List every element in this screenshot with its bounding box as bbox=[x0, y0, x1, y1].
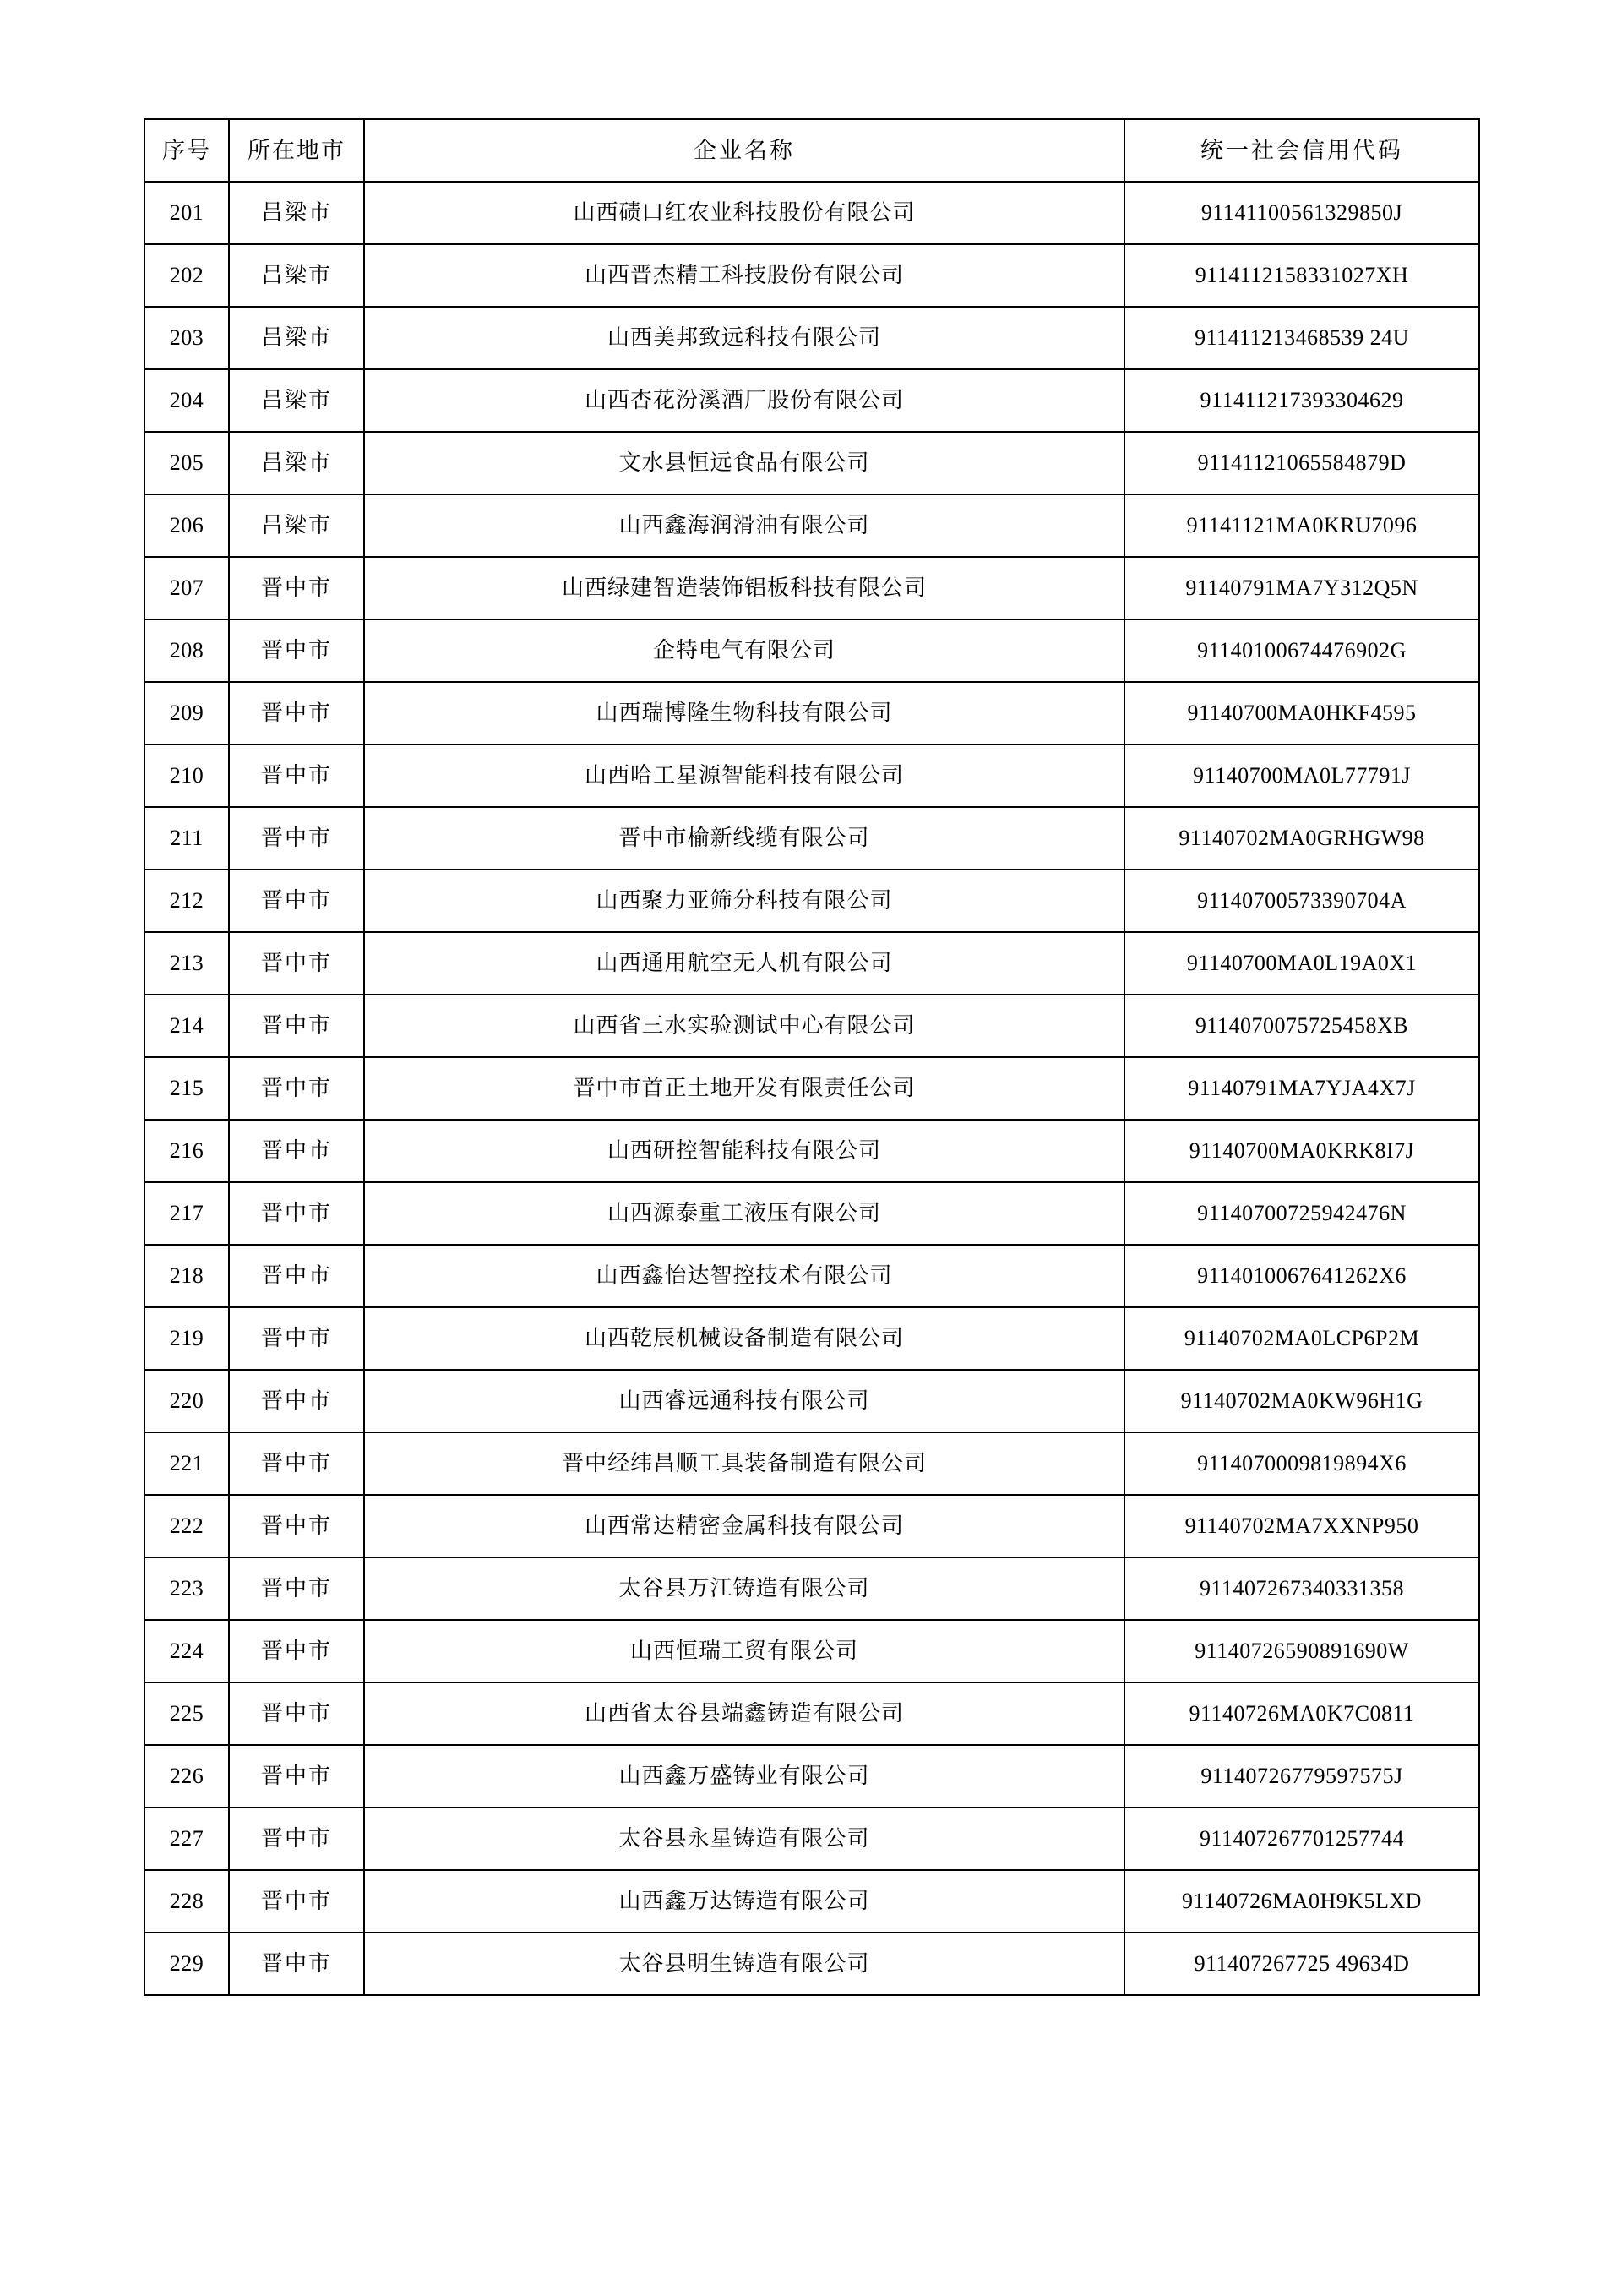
cell-enterprise-name: 太谷县万江铸造有限公司 bbox=[364, 1557, 1124, 1620]
cell-city: 晋中市 bbox=[229, 870, 364, 932]
cell-sequence: 211 bbox=[144, 807, 229, 870]
cell-city: 晋中市 bbox=[229, 1495, 364, 1557]
cell-city: 晋中市 bbox=[229, 1057, 364, 1120]
cell-enterprise-name: 晋中经纬昌顺工具装备制造有限公司 bbox=[364, 1432, 1124, 1495]
cell-sequence: 222 bbox=[144, 1495, 229, 1557]
cell-enterprise-name: 山西瑞博隆生物科技有限公司 bbox=[364, 682, 1124, 744]
table-row bbox=[144, 1933, 1479, 1995]
cell-city: 吕梁市 bbox=[229, 307, 364, 369]
cell-sequence: 206 bbox=[144, 494, 229, 557]
cell-credit-code: 911411217393304629 bbox=[1124, 369, 1479, 432]
table-row bbox=[144, 1057, 1479, 1120]
table-row bbox=[144, 1745, 1479, 1808]
table-row bbox=[144, 682, 1479, 744]
cell-sequence: 214 bbox=[144, 995, 229, 1057]
cell-sequence: 208 bbox=[144, 619, 229, 682]
cell-sequence: 205 bbox=[144, 432, 229, 494]
cell-sequence: 225 bbox=[144, 1682, 229, 1745]
cell-city: 晋中市 bbox=[229, 1245, 364, 1307]
table-row bbox=[144, 995, 1479, 1057]
cell-sequence: 209 bbox=[144, 682, 229, 744]
enterprise-registry-table bbox=[144, 118, 1480, 1996]
cell-sequence: 215 bbox=[144, 1057, 229, 1120]
cell-sequence: 203 bbox=[144, 307, 229, 369]
cell-enterprise-name: 山西通用航空无人机有限公司 bbox=[364, 932, 1124, 995]
table-row bbox=[144, 1557, 1479, 1620]
cell-city: 晋中市 bbox=[229, 1870, 364, 1933]
cell-sequence: 221 bbox=[144, 1432, 229, 1495]
cell-credit-code: 91140726590891690W bbox=[1124, 1620, 1479, 1682]
cell-sequence: 217 bbox=[144, 1182, 229, 1245]
cell-sequence: 219 bbox=[144, 1307, 229, 1370]
cell-city: 晋中市 bbox=[229, 1370, 364, 1432]
cell-enterprise-name: 晋中市榆新线缆有限公司 bbox=[364, 807, 1124, 870]
table-row bbox=[144, 1120, 1479, 1182]
cell-city: 晋中市 bbox=[229, 744, 364, 807]
cell-enterprise-name: 文水县恒远食品有限公司 bbox=[364, 432, 1124, 494]
cell-enterprise-name: 山西源泰重工液压有限公司 bbox=[364, 1182, 1124, 1245]
table-row bbox=[144, 244, 1479, 307]
cell-city: 晋中市 bbox=[229, 932, 364, 995]
table-row bbox=[144, 1495, 1479, 1557]
table-row bbox=[144, 369, 1479, 432]
cell-credit-code: 9114010067641262X6 bbox=[1124, 1245, 1479, 1307]
cell-enterprise-name: 山西乾辰机械设备制造有限公司 bbox=[364, 1307, 1124, 1370]
cell-city: 晋中市 bbox=[229, 1307, 364, 1370]
cell-credit-code: 91141121065584879D bbox=[1124, 432, 1479, 494]
cell-city: 晋中市 bbox=[229, 1808, 364, 1870]
cell-credit-code: 91140100674476902G bbox=[1124, 619, 1479, 682]
cell-sequence: 212 bbox=[144, 870, 229, 932]
cell-city: 晋中市 bbox=[229, 1557, 364, 1620]
table-row bbox=[144, 182, 1479, 244]
table-row bbox=[144, 1182, 1479, 1245]
table-row bbox=[144, 1682, 1479, 1745]
cell-enterprise-name: 太谷县明生铸造有限公司 bbox=[364, 1933, 1124, 1995]
cell-city: 晋中市 bbox=[229, 1120, 364, 1182]
cell-city: 晋中市 bbox=[229, 1620, 364, 1682]
cell-credit-code: 91140700MA0L19A0X1 bbox=[1124, 932, 1479, 995]
table-row bbox=[144, 1245, 1479, 1307]
cell-enterprise-name: 山西省太谷县端鑫铸造有限公司 bbox=[364, 1682, 1124, 1745]
table-row bbox=[144, 807, 1479, 870]
cell-sequence: 210 bbox=[144, 744, 229, 807]
cell-credit-code: 91140702MA7XXNP950 bbox=[1124, 1495, 1479, 1557]
cell-enterprise-name: 山西美邦致远科技有限公司 bbox=[364, 307, 1124, 369]
cell-enterprise-name: 山西恒瑞工贸有限公司 bbox=[364, 1620, 1124, 1682]
table-row bbox=[144, 1370, 1479, 1432]
table-header bbox=[144, 119, 1479, 182]
cell-enterprise-name: 山西研控智能科技有限公司 bbox=[364, 1120, 1124, 1182]
cell-credit-code: 91140726MA0K7C0811 bbox=[1124, 1682, 1479, 1745]
table-header-row bbox=[144, 119, 1479, 182]
cell-credit-code: 9114070009819894X6 bbox=[1124, 1432, 1479, 1495]
cell-credit-code: 91140700MA0L77791J bbox=[1124, 744, 1479, 807]
cell-city: 吕梁市 bbox=[229, 182, 364, 244]
cell-sequence: 204 bbox=[144, 369, 229, 432]
cell-sequence: 223 bbox=[144, 1557, 229, 1620]
cell-sequence: 201 bbox=[144, 182, 229, 244]
cell-sequence: 213 bbox=[144, 932, 229, 995]
cell-sequence: 228 bbox=[144, 1870, 229, 1933]
cell-city: 吕梁市 bbox=[229, 432, 364, 494]
cell-enterprise-name: 企特电气有限公司 bbox=[364, 619, 1124, 682]
table-row bbox=[144, 619, 1479, 682]
cell-credit-code: 9114070075725458XB bbox=[1124, 995, 1479, 1057]
cell-enterprise-name: 山西杏花汾溪酒厂股份有限公司 bbox=[364, 369, 1124, 432]
cell-city: 晋中市 bbox=[229, 682, 364, 744]
cell-city: 晋中市 bbox=[229, 1682, 364, 1745]
cell-city: 晋中市 bbox=[229, 1933, 364, 1995]
table-row bbox=[144, 1620, 1479, 1682]
table-row bbox=[144, 870, 1479, 932]
cell-credit-code: 91140700MA0KRK8I7J bbox=[1124, 1120, 1479, 1182]
cell-enterprise-name: 山西绿建智造装饰铝板科技有限公司 bbox=[364, 557, 1124, 619]
cell-sequence: 229 bbox=[144, 1933, 229, 1995]
cell-sequence: 216 bbox=[144, 1120, 229, 1182]
table-row bbox=[144, 432, 1479, 494]
cell-enterprise-name: 晋中市首正土地开发有限责任公司 bbox=[364, 1057, 1124, 1120]
cell-sequence: 218 bbox=[144, 1245, 229, 1307]
table-row bbox=[144, 932, 1479, 995]
cell-credit-code: 9114112158331027XH bbox=[1124, 244, 1479, 307]
cell-credit-code: 91141121MA0KRU7096 bbox=[1124, 494, 1479, 557]
table-row bbox=[144, 1307, 1479, 1370]
table-row bbox=[144, 1870, 1479, 1933]
cell-credit-code: 91140702MA0LCP6P2M bbox=[1124, 1307, 1479, 1370]
cell-sequence: 207 bbox=[144, 557, 229, 619]
column-header-credit-code: 统一社会信用代码 bbox=[1124, 119, 1479, 182]
cell-city: 晋中市 bbox=[229, 995, 364, 1057]
cell-credit-code: 91140702MA0KW96H1G bbox=[1124, 1370, 1479, 1432]
cell-credit-code: 91140791MA7Y312Q5N bbox=[1124, 557, 1479, 619]
column-header-enterprise-name: 企业名称 bbox=[364, 119, 1124, 182]
table-row bbox=[144, 557, 1479, 619]
cell-city: 吕梁市 bbox=[229, 494, 364, 557]
cell-enterprise-name: 山西聚力亚筛分科技有限公司 bbox=[364, 870, 1124, 932]
cell-enterprise-name: 太谷县永星铸造有限公司 bbox=[364, 1808, 1124, 1870]
cell-enterprise-name: 山西碛口红农业科技股份有限公司 bbox=[364, 182, 1124, 244]
cell-enterprise-name: 山西常达精密金属科技有限公司 bbox=[364, 1495, 1124, 1557]
cell-enterprise-name: 山西鑫万达铸造有限公司 bbox=[364, 1870, 1124, 1933]
cell-credit-code: 911407267725 49634D bbox=[1124, 1933, 1479, 1995]
cell-credit-code: 91140702MA0GRHGW98 bbox=[1124, 807, 1479, 870]
cell-credit-code: 91140700MA0HKF4595 bbox=[1124, 682, 1479, 744]
cell-credit-code: 911407267701257744 bbox=[1124, 1808, 1479, 1870]
cell-credit-code: 91140791MA7YJA4X7J bbox=[1124, 1057, 1479, 1120]
cell-city: 吕梁市 bbox=[229, 369, 364, 432]
table-row bbox=[144, 1432, 1479, 1495]
cell-city: 晋中市 bbox=[229, 619, 364, 682]
cell-credit-code: 911411213468539 24U bbox=[1124, 307, 1479, 369]
table-body bbox=[144, 182, 1479, 1995]
cell-credit-code: 91140726MA0H9K5LXD bbox=[1124, 1870, 1479, 1933]
cell-city: 吕梁市 bbox=[229, 244, 364, 307]
table-row bbox=[144, 744, 1479, 807]
cell-city: 晋中市 bbox=[229, 557, 364, 619]
table-row bbox=[144, 307, 1479, 369]
cell-credit-code: 91140726779597575J bbox=[1124, 1745, 1479, 1808]
table-row bbox=[144, 1808, 1479, 1870]
cell-credit-code: 911407267340331358 bbox=[1124, 1557, 1479, 1620]
table-row bbox=[144, 494, 1479, 557]
cell-sequence: 226 bbox=[144, 1745, 229, 1808]
cell-city: 晋中市 bbox=[229, 1432, 364, 1495]
cell-sequence: 202 bbox=[144, 244, 229, 307]
cell-enterprise-name: 山西鑫万盛铸业有限公司 bbox=[364, 1745, 1124, 1808]
cell-enterprise-name: 山西鑫怡达智控技术有限公司 bbox=[364, 1245, 1124, 1307]
cell-credit-code: 91140700725942476N bbox=[1124, 1182, 1479, 1245]
cell-city: 晋中市 bbox=[229, 1182, 364, 1245]
column-header-city: 所在地市 bbox=[229, 119, 364, 182]
cell-credit-code: 91141100561329850J bbox=[1124, 182, 1479, 244]
cell-credit-code: 91140700573390704A bbox=[1124, 870, 1479, 932]
cell-city: 晋中市 bbox=[229, 1745, 364, 1808]
cell-enterprise-name: 山西鑫海润滑油有限公司 bbox=[364, 494, 1124, 557]
cell-city: 晋中市 bbox=[229, 807, 364, 870]
cell-sequence: 227 bbox=[144, 1808, 229, 1870]
cell-enterprise-name: 山西哈工星源智能科技有限公司 bbox=[364, 744, 1124, 807]
cell-enterprise-name: 山西省三水实验测试中心有限公司 bbox=[364, 995, 1124, 1057]
cell-sequence: 220 bbox=[144, 1370, 229, 1432]
cell-enterprise-name: 山西晋杰精工科技股份有限公司 bbox=[364, 244, 1124, 307]
column-header-sequence: 序号 bbox=[144, 119, 229, 182]
cell-enterprise-name: 山西睿远通科技有限公司 bbox=[364, 1370, 1124, 1432]
cell-sequence: 224 bbox=[144, 1620, 229, 1682]
